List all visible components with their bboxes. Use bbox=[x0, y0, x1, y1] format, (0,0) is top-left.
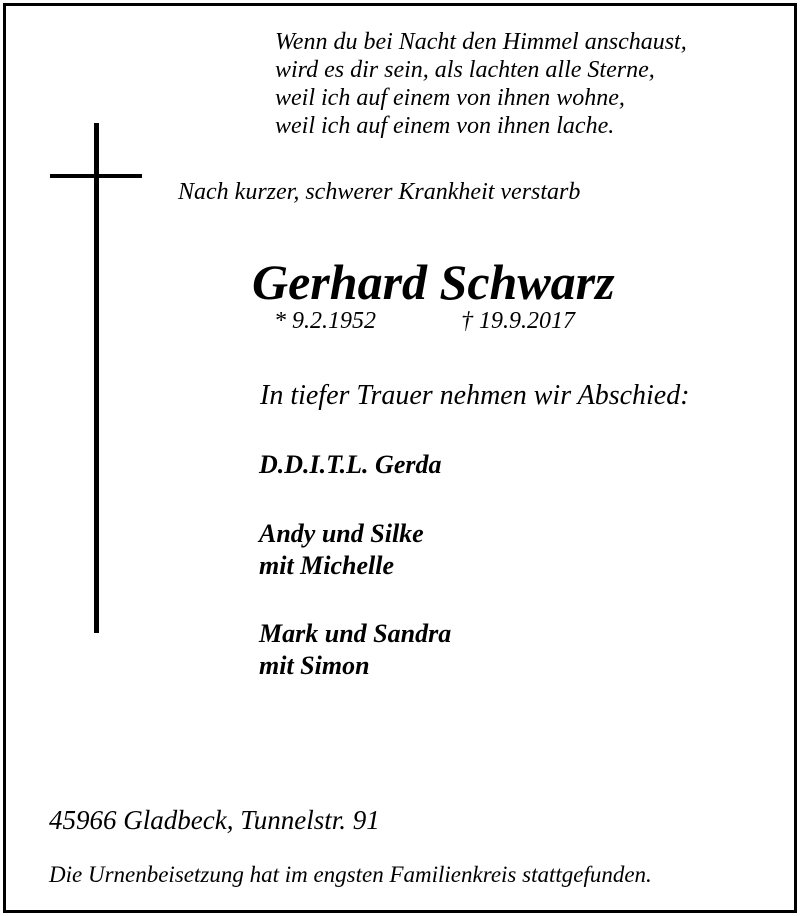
mourner-line: mit Michelle bbox=[259, 551, 395, 580]
mourner-group bbox=[259, 518, 424, 582]
deceased-name: Gerhard Schwarz bbox=[252, 254, 615, 310]
poem bbox=[275, 28, 687, 140]
poem-line: weil ich auf einem von ihnen wohne, bbox=[275, 85, 625, 111]
cross-horizontal-bar bbox=[50, 174, 142, 178]
address: 45966 Gladbeck, Tunnelstr. 91 bbox=[49, 805, 380, 835]
mourner-line: mit Simon bbox=[259, 651, 370, 680]
mourner-line: Mark und Sandra bbox=[259, 619, 452, 648]
mourner-line: Andy und Silke bbox=[259, 519, 424, 548]
birth-date: * 9.2.1952 bbox=[274, 308, 376, 334]
poem-line: Wenn du bei Nacht den Himmel anschaust, bbox=[275, 29, 687, 55]
poem-line: weil ich auf einem von ihnen lache. bbox=[275, 113, 615, 139]
mourner-group bbox=[259, 618, 451, 682]
mourner-line: D.D.I.T.L. Gerda bbox=[259, 450, 442, 479]
funeral-note: Die Urnenbeisetzung hat im engsten Familienkreis stattgefunden. bbox=[49, 862, 652, 887]
farewell-text: In tiefer Trauer nehmen wir Abschied: bbox=[260, 380, 690, 411]
cross-vertical-bar bbox=[94, 123, 99, 633]
mourner-group bbox=[259, 449, 441, 481]
obituary-frame bbox=[3, 3, 797, 913]
death-date: † 19.9.2017 bbox=[461, 308, 575, 334]
poem-line: wird es dir sein, als lachten alle Sterne, bbox=[275, 57, 655, 83]
intro-text: Nach kurzer, schwerer Krankheit verstarb bbox=[178, 179, 581, 205]
